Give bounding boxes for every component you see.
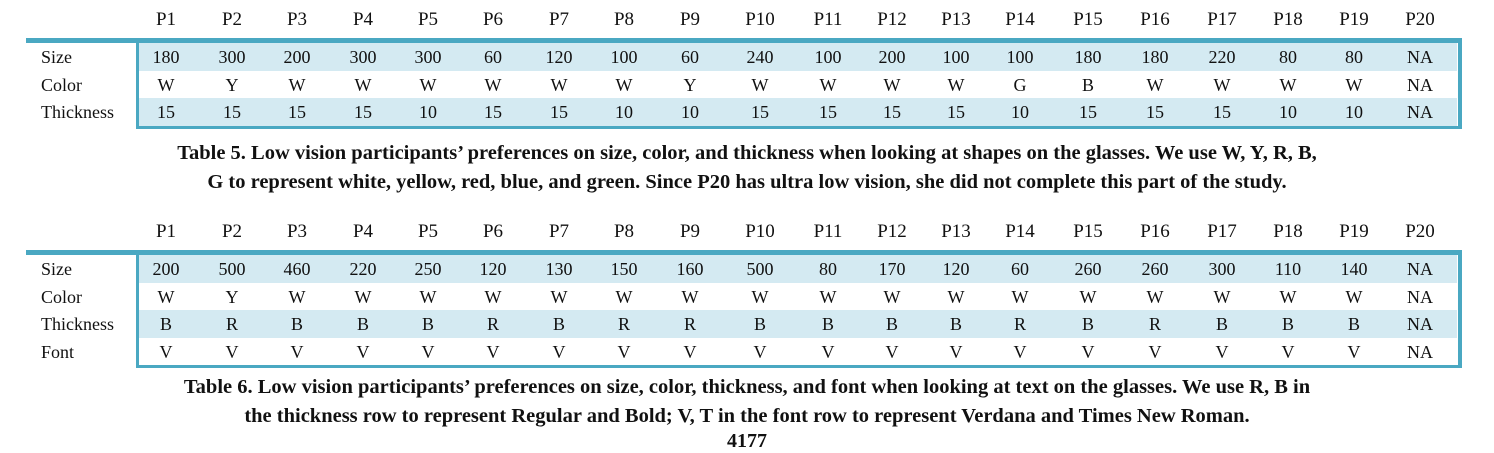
table-cell: V bbox=[225, 341, 239, 362]
table-row bbox=[26, 310, 1462, 338]
table-cell: W bbox=[615, 74, 633, 95]
table-cell: W bbox=[751, 286, 769, 307]
table-6-right-border bbox=[1458, 255, 1462, 365]
table-cell: W bbox=[1146, 286, 1164, 307]
column-header: P15 bbox=[1073, 221, 1103, 242]
column-header: P8 bbox=[613, 9, 635, 30]
table-cell: 300 bbox=[349, 47, 377, 67]
table-cell: NA bbox=[1407, 314, 1433, 334]
table-cell: 220 bbox=[1208, 47, 1236, 67]
table-cell: 15 bbox=[354, 102, 372, 122]
table-cell: NA bbox=[1407, 102, 1433, 122]
table-cell: R bbox=[486, 314, 499, 334]
table-cell: 15 bbox=[819, 102, 837, 122]
table-cell: V bbox=[1215, 341, 1229, 362]
column-header: P1 bbox=[155, 221, 177, 242]
table-cell: 120 bbox=[479, 259, 507, 279]
table-cell: W bbox=[550, 74, 568, 95]
table-cell: 300 bbox=[1208, 259, 1236, 279]
column-header: P10 bbox=[745, 221, 775, 242]
table-cell: 15 bbox=[751, 102, 769, 122]
table-6-caption-line-2: the thickness row to represent Regular and Bold; V, T in the font row to represent Verdana and Times New Roman. bbox=[244, 405, 1250, 427]
table-cell: B bbox=[1081, 74, 1094, 95]
table-cell: V bbox=[552, 341, 566, 362]
table-5-caption-line-1: Table 5. Low vision participants’ preferences on size, color, and thickness when looking at shapes on the glasses. We use W, Y, R, B, bbox=[177, 142, 1317, 164]
table-cell: B bbox=[949, 314, 962, 334]
table-cell: 15 bbox=[484, 102, 502, 122]
table-cell: W bbox=[947, 286, 965, 307]
column-header: P2 bbox=[221, 221, 243, 242]
column-header: P12 bbox=[877, 221, 907, 242]
column-header: P18 bbox=[1273, 9, 1303, 30]
table-cell: 180 bbox=[1141, 47, 1169, 67]
table-cell: 200 bbox=[152, 259, 180, 279]
table-5 bbox=[26, 0, 1462, 129]
table-cell: R bbox=[1013, 314, 1026, 334]
table-cell: 180 bbox=[1074, 47, 1102, 67]
table-cell: W bbox=[1345, 74, 1363, 95]
table-cell: V bbox=[486, 341, 500, 362]
table-cell: W bbox=[1213, 74, 1231, 95]
table-cell: W bbox=[484, 74, 502, 95]
table-cell: B bbox=[1281, 314, 1294, 334]
table-cell: Y bbox=[683, 74, 697, 95]
column-header: P9 bbox=[679, 221, 701, 242]
table-cell: 150 bbox=[610, 259, 638, 279]
row-label: Color bbox=[41, 74, 83, 95]
table-cell: 80 bbox=[819, 259, 837, 279]
column-header: P15 bbox=[1073, 9, 1103, 30]
table-6-bottom-rule bbox=[136, 365, 1462, 368]
row-label: Thickness bbox=[41, 314, 114, 334]
table-cell: 300 bbox=[414, 47, 442, 67]
table-cell: 140 bbox=[1340, 259, 1368, 279]
table-5-right-border bbox=[1458, 43, 1462, 126]
table-cell: W bbox=[419, 286, 437, 307]
table-cell: B bbox=[552, 314, 565, 334]
table-cell: W bbox=[354, 74, 372, 95]
column-header: P13 bbox=[941, 221, 971, 242]
table-cell: V bbox=[290, 341, 304, 362]
table-cell: V bbox=[421, 341, 435, 362]
table-cell: R bbox=[1148, 314, 1161, 334]
table-cell: 100 bbox=[1006, 47, 1034, 67]
table-cell: 10 bbox=[681, 102, 699, 122]
table-cell: 10 bbox=[1345, 102, 1363, 122]
table-cell: R bbox=[225, 314, 238, 334]
column-header: P11 bbox=[813, 9, 843, 30]
table-cell: B bbox=[821, 314, 834, 334]
column-header: P20 bbox=[1405, 221, 1435, 242]
table-cell: 15 bbox=[947, 102, 965, 122]
table-cell: 15 bbox=[223, 102, 241, 122]
table-cell: W bbox=[1345, 286, 1363, 307]
column-header: P4 bbox=[352, 9, 374, 30]
table-5-caption-line-2: G to represent white, yellow, red, blue, and green. Since P20 has ultra low vision, she did not complete this part of the study. bbox=[207, 171, 1287, 193]
table-cell: 170 bbox=[878, 259, 906, 279]
table-cell: W bbox=[157, 286, 175, 307]
table-cell: V bbox=[1281, 341, 1295, 362]
column-header: P14 bbox=[1005, 9, 1035, 30]
table-6-body bbox=[26, 255, 1462, 365]
table-row bbox=[26, 255, 1462, 283]
table-cell: 80 bbox=[1345, 47, 1363, 67]
table-cell: 15 bbox=[550, 102, 568, 122]
column-header: P2 bbox=[221, 9, 243, 30]
table-row bbox=[26, 43, 1462, 71]
table-cell: V bbox=[356, 341, 370, 362]
table-cell: W bbox=[1279, 286, 1297, 307]
table-cell: 240 bbox=[746, 47, 774, 67]
table-5-header-row bbox=[26, 0, 1462, 38]
table-cell: V bbox=[683, 341, 697, 362]
table-cell: W bbox=[1213, 286, 1231, 307]
column-header: P6 bbox=[482, 221, 504, 242]
table-row bbox=[26, 98, 1462, 126]
column-header: P11 bbox=[813, 221, 843, 242]
table-cell: 10 bbox=[419, 102, 437, 122]
table-cell: 60 bbox=[681, 47, 699, 67]
table-cell: V bbox=[1081, 341, 1095, 362]
table-cell: NA bbox=[1407, 259, 1433, 279]
column-header: P7 bbox=[548, 221, 570, 242]
table-cell: B bbox=[1347, 314, 1360, 334]
table-row bbox=[26, 338, 1462, 366]
table-cell: 10 bbox=[1011, 102, 1029, 122]
table-cell: W bbox=[751, 74, 769, 95]
table-cell: 10 bbox=[615, 102, 633, 122]
table-cell: V bbox=[821, 341, 835, 362]
table-cell: W bbox=[883, 286, 901, 307]
row-label: Thickness bbox=[41, 102, 114, 122]
table-cell: B bbox=[753, 314, 766, 334]
table-cell: W bbox=[1146, 74, 1164, 95]
column-header: P12 bbox=[877, 9, 907, 30]
column-header: P7 bbox=[548, 9, 570, 30]
column-header: P19 bbox=[1339, 221, 1369, 242]
table-cell: 120 bbox=[545, 47, 573, 67]
table-6-header-row bbox=[26, 212, 1462, 250]
table-cell: V bbox=[1148, 341, 1162, 362]
table-cell: W bbox=[1079, 286, 1097, 307]
table-6 bbox=[26, 212, 1462, 368]
column-header: P17 bbox=[1207, 9, 1237, 30]
table-cell: W bbox=[1011, 286, 1029, 307]
table-cell: W bbox=[947, 74, 965, 95]
row-label: Size bbox=[41, 47, 72, 67]
table-cell: B bbox=[356, 314, 369, 334]
column-header: P6 bbox=[482, 9, 504, 30]
column-header: P8 bbox=[613, 221, 635, 242]
table-cell: 120 bbox=[942, 259, 970, 279]
column-header: P1 bbox=[155, 9, 177, 30]
table-cell: 460 bbox=[283, 259, 311, 279]
table-cell: 260 bbox=[1141, 259, 1169, 279]
table-cell: Y bbox=[225, 74, 239, 95]
table-cell: 100 bbox=[942, 47, 970, 67]
column-header: P20 bbox=[1405, 9, 1435, 30]
table-cell: 180 bbox=[152, 47, 180, 67]
column-header: P16 bbox=[1140, 221, 1170, 242]
column-header: P19 bbox=[1339, 9, 1369, 30]
table-cell: W bbox=[819, 286, 837, 307]
table-cell: V bbox=[617, 341, 631, 362]
table-cell: 15 bbox=[157, 102, 175, 122]
column-header: P3 bbox=[286, 9, 308, 30]
table-cell: 15 bbox=[1213, 102, 1231, 122]
column-header: P3 bbox=[286, 221, 308, 242]
row-label: Font bbox=[41, 341, 75, 362]
table-cell: W bbox=[550, 286, 568, 307]
table-cell: W bbox=[883, 74, 901, 95]
table-cell: B bbox=[421, 314, 434, 334]
table-5-bottom-rule bbox=[136, 126, 1462, 129]
table-cell: W bbox=[157, 74, 175, 95]
column-header: P16 bbox=[1140, 9, 1170, 30]
table-6-caption bbox=[0, 373, 1494, 431]
column-header: P17 bbox=[1207, 221, 1237, 242]
table-6-left-border bbox=[136, 255, 139, 365]
table-5-caption bbox=[0, 139, 1494, 197]
table-cell: V bbox=[1013, 341, 1027, 362]
table-cell: 130 bbox=[545, 259, 573, 279]
table-cell: Y bbox=[225, 286, 239, 307]
table-cell: 10 bbox=[1279, 102, 1297, 122]
table-cell: B bbox=[885, 314, 898, 334]
table-cell: W bbox=[288, 286, 306, 307]
table-cell: 260 bbox=[1074, 259, 1102, 279]
table-cell: 60 bbox=[1011, 259, 1029, 279]
table-cell: G bbox=[1013, 74, 1027, 95]
table-cell: W bbox=[681, 286, 699, 307]
table-cell: 160 bbox=[676, 259, 704, 279]
table-cell: B bbox=[1081, 314, 1094, 334]
table-cell: W bbox=[288, 74, 306, 95]
table-cell: W bbox=[354, 286, 372, 307]
table-cell: W bbox=[615, 286, 633, 307]
table-cell: 500 bbox=[746, 259, 774, 279]
table-cell: 100 bbox=[814, 47, 842, 67]
column-header: P9 bbox=[679, 9, 701, 30]
column-header: P13 bbox=[941, 9, 971, 30]
column-header: P10 bbox=[745, 9, 775, 30]
column-header: P5 bbox=[417, 221, 439, 242]
table-5-left-border bbox=[136, 43, 139, 126]
row-label: Color bbox=[41, 286, 83, 307]
table-cell: 100 bbox=[610, 47, 638, 67]
table-cell: R bbox=[683, 314, 696, 334]
column-header: P4 bbox=[352, 221, 374, 242]
table-cell: NA bbox=[1407, 341, 1433, 362]
table-cell: 60 bbox=[484, 47, 502, 67]
table-cell: W bbox=[484, 286, 502, 307]
table-5-body bbox=[26, 43, 1462, 126]
column-header: P14 bbox=[1005, 221, 1035, 242]
table-row bbox=[26, 71, 1462, 99]
table-cell: 15 bbox=[1146, 102, 1164, 122]
table-cell: B bbox=[159, 314, 172, 334]
table-cell: B bbox=[290, 314, 303, 334]
table-cell: V bbox=[1347, 341, 1361, 362]
column-header: P5 bbox=[417, 9, 439, 30]
table-6-caption-line-1: Table 6. Low vision participants’ preferences on size, color, thickness, and font when looking at text on the glasses. We use R, B in bbox=[183, 376, 1311, 398]
table-cell: W bbox=[1279, 74, 1297, 95]
table-cell: NA bbox=[1407, 286, 1433, 307]
table-cell: 80 bbox=[1279, 47, 1297, 67]
page-number: 4177 bbox=[727, 430, 767, 452]
table-cell: 200 bbox=[283, 47, 311, 67]
table-cell: 250 bbox=[414, 259, 442, 279]
table-cell: 110 bbox=[1274, 259, 1302, 279]
table-cell: V bbox=[753, 341, 767, 362]
table-row bbox=[26, 283, 1462, 311]
table-cell: 15 bbox=[1079, 102, 1097, 122]
table-cell: NA bbox=[1407, 47, 1433, 67]
column-header: P18 bbox=[1273, 221, 1303, 242]
table-cell: 300 bbox=[218, 47, 246, 67]
table-cell: 15 bbox=[288, 102, 306, 122]
table-cell: 220 bbox=[349, 259, 377, 279]
table-cell: 15 bbox=[883, 102, 901, 122]
row-label: Size bbox=[41, 259, 72, 279]
table-cell: 500 bbox=[218, 259, 246, 279]
table-cell: V bbox=[159, 341, 173, 362]
table-cell: V bbox=[949, 341, 963, 362]
table-cell: W bbox=[419, 74, 437, 95]
table-cell: W bbox=[819, 74, 837, 95]
table-cell: NA bbox=[1407, 74, 1433, 95]
table-cell: V bbox=[885, 341, 899, 362]
table-cell: B bbox=[1215, 314, 1228, 334]
table-cell: R bbox=[617, 314, 630, 334]
table-cell: 200 bbox=[878, 47, 906, 67]
